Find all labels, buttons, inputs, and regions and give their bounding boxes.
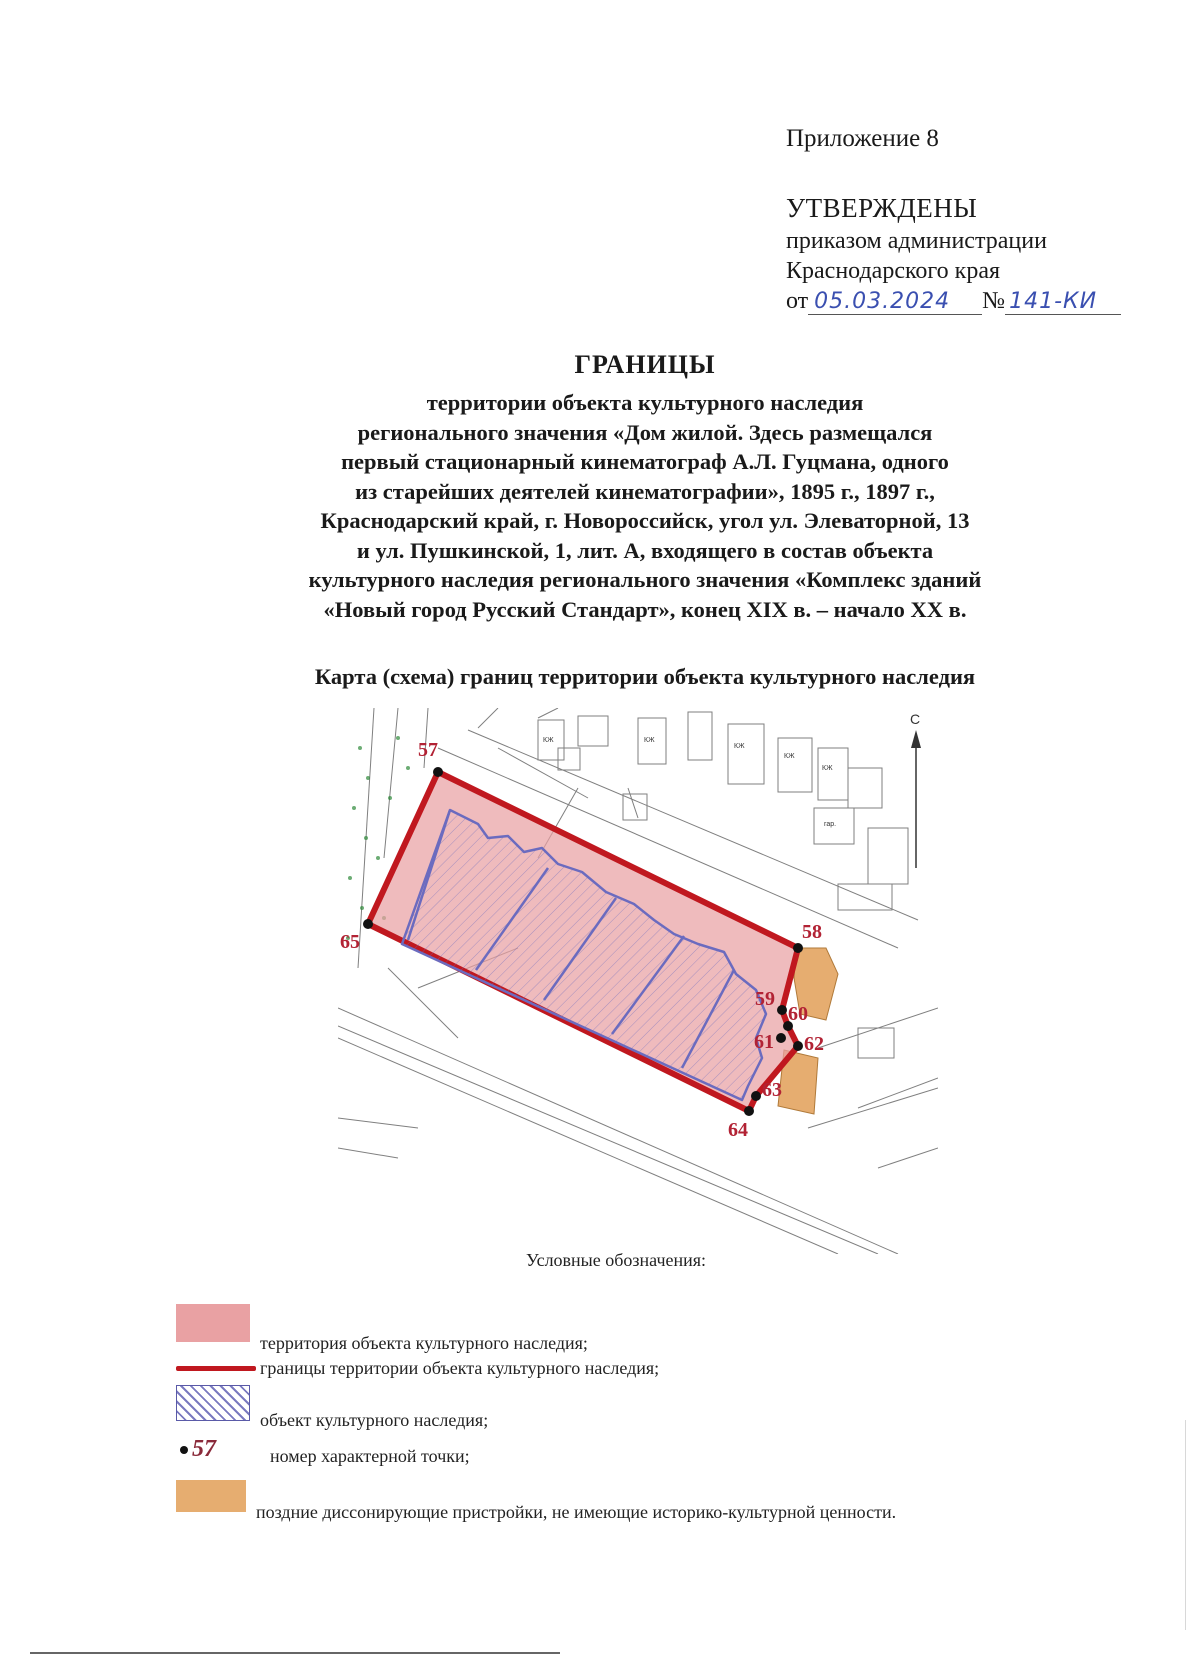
point-62-marker [793, 1041, 803, 1051]
point-58-marker [793, 943, 803, 953]
bottom-rule [30, 1652, 560, 1654]
point-label-65: 65 [340, 931, 360, 953]
building-label: КЖ [822, 765, 833, 772]
date-prefix: от [786, 288, 809, 314]
legend-item-boundary: границы территории объекта культурного наследия; [260, 1358, 660, 1378]
approved-heading: УТВЕРЖДЕНЫ [786, 193, 978, 223]
legend-swatch-point [178, 1436, 238, 1466]
building-label: КЖ [644, 737, 655, 744]
building-label: КЖ [734, 743, 745, 750]
point-label-62: 62 [804, 1033, 824, 1055]
title-line: первый стационарный кинематограф А.Л. Гуцмана, одного [341, 449, 949, 474]
point-label-61: 61 [754, 1031, 774, 1053]
point-label-63: 63 [762, 1079, 782, 1101]
building-label: КЖ [543, 737, 554, 744]
point-label-59: 59 [755, 988, 775, 1010]
title-line: Краснодарский край, г. Новороссийск, угол ул. Элеваторной, 13 [320, 508, 970, 533]
document-heading: ГРАНИЦЫ [574, 350, 716, 379]
building-label: КЖ [784, 753, 795, 760]
handwritten-number: 141-КИ [1005, 289, 1121, 315]
point-59-marker [777, 1005, 787, 1015]
handwritten-date: 05.03.2024 [808, 289, 982, 315]
map-caption: Карта (схема) границ территории объекта культурного наследия [314, 664, 976, 689]
title-line: «Новый город Русский Стандарт», конец XIX в. – начало XX в. [323, 596, 967, 622]
legend-item-point: номер характерной точки; [270, 1446, 470, 1466]
legend-swatch-heritage [176, 1385, 250, 1421]
point-64-marker [744, 1106, 754, 1116]
building-label: гар. [824, 821, 837, 828]
north-arrow-icon [911, 730, 921, 868]
number-prefix: № [982, 288, 1006, 314]
legend-title: Условные обозначения: [526, 1250, 707, 1270]
legend-item-territory: территория объекта культурного наследия; [260, 1333, 588, 1353]
point-57-marker [433, 767, 443, 777]
legend-point-sample: 57 [192, 1436, 216, 1462]
page-edge [1185, 1420, 1186, 1630]
title-line: и ул. Пушкинской, 1, лит. А, входящего в состав объекта [356, 537, 934, 563]
title-line: территории объекта культурного наследия [426, 390, 864, 415]
point-63-marker [751, 1091, 761, 1101]
north-label: С [910, 711, 921, 727]
point-label-57: 57 [418, 739, 438, 761]
approved-by-line-2: Краснодарского края [786, 258, 1001, 284]
legend-swatch-territory [176, 1304, 250, 1342]
legend-item-heritage: объект культурного наследия; [260, 1410, 489, 1430]
point-label-64: 64 [728, 1119, 748, 1141]
document-title [200, 388, 1090, 624]
point-label-60: 60 [788, 1003, 808, 1025]
point-61-marker [776, 1033, 786, 1043]
legend-item-addon: поздние диссонирующие пристройки, не имеющие историко-культурной ценности. [256, 1502, 897, 1522]
approved-by-line-1: приказом администрации [786, 228, 1047, 254]
boundary-map [338, 708, 938, 1254]
title-line: из старейших деятелей кинематографии», 1895 г., 1897 г., [355, 478, 935, 504]
appendix-label: Приложение 8 [786, 125, 939, 152]
legend-swatch-boundary [176, 1366, 256, 1371]
point-65-marker [363, 919, 373, 929]
title-line: регионального значения «Дом жилой. Здесь размещался [357, 419, 933, 445]
legend-swatch-addon [176, 1480, 246, 1512]
order-date-line [786, 288, 1121, 315]
title-line: культурного наследия регионального значения «Комплекс зданий [308, 567, 982, 592]
point-label-58: 58 [802, 921, 822, 943]
